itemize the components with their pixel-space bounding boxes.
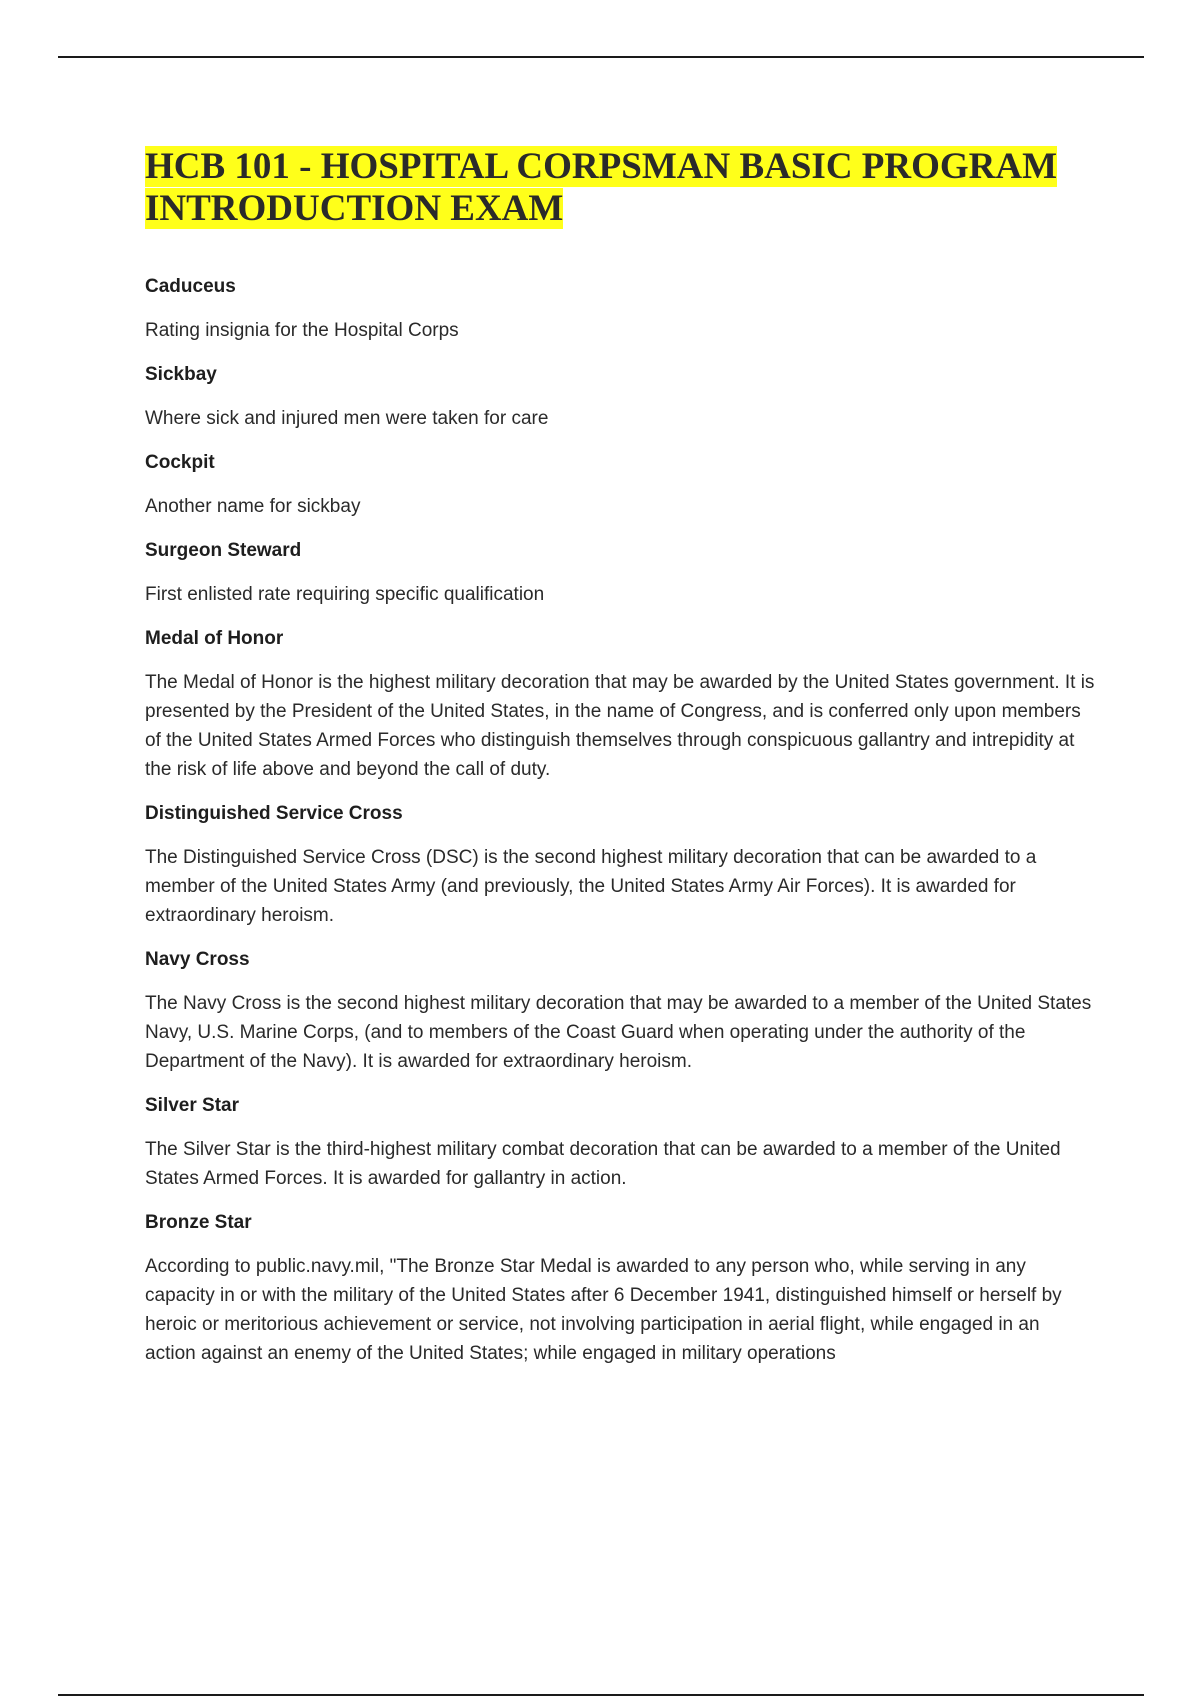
bottom-divider [58,1694,1144,1696]
entry-definition: First enlisted rate requiring specific qualification [145,584,545,605]
entry-bronze-star [145,1208,1095,1368]
entry-term: Cockpit [145,452,215,473]
entry-distinguished-service-cross [145,799,1095,930]
entry-definition: The Medal of Honor is the highest military decoration that may be awarded by the United States government. It is presented by the President of the United States, in the name of Congress, and is conferred only upon members of the United States Armed Forces who distinguish themselves through conspicuous gallantry and intrepidity at the risk of life above and beyond the call of duty. [145,672,1095,780]
entry-definition: The Distinguished Service Cross (DSC) is the second highest military decoration that can be awarded to a member of the United States Army (and previously, the United States Army Air Forces). It is awarded for extraordinary heroism. [145,847,1037,926]
entry-silver-star [145,1091,1095,1193]
entry-term: Surgeon Steward [145,540,302,561]
entry-cockpit [145,448,1095,521]
entry-medal-of-honor [145,624,1095,784]
title-line-2: INTRODUCTION EXAM [145,188,564,229]
entry-sickbay [145,360,1095,433]
entry-surgeon-steward [145,536,1095,609]
top-divider [58,56,1144,58]
entry-term: Medal of Honor [145,628,284,649]
document-title [145,146,1095,230]
entry-term: Bronze Star [145,1212,252,1233]
entry-term: Caduceus [145,276,236,297]
entry-navy-cross [145,945,1095,1076]
entry-caduceus [145,272,1095,345]
entry-definition: The Silver Star is the third-highest military combat decoration that can be awarded to a member of the United States Armed Forces. It is awarded for gallantry in action. [145,1139,1061,1189]
document-body [145,146,1095,1383]
title-line-1: HCB 101 - HOSPITAL CORPSMAN BASIC PROGRAM [145,146,1058,187]
entry-term: Distinguished Service Cross [145,803,403,824]
entry-definition: Rating insignia for the Hospital Corps [145,320,459,341]
entry-definition: According to public.navy.mil, "The Bronze Star Medal is awarded to any person who, while serving in any capacity in or with the military of the United States after 6 December 1941, distinguished himself or herself by heroic or meritorious achievement or service, not involving participation in aerial flight, while engaged in an action against an enemy of the United States; while engaged in military operations [145,1256,1062,1364]
entry-definition: The Navy Cross is the second highest military decoration that may be awarded to a member of the United States Navy, U.S. Marine Corps, (and to members of the Coast Guard when operating under the authority of the Department of the Navy). It is awarded for extraordinary heroism. [145,993,1092,1072]
entry-definition: Another name for sickbay [145,496,361,517]
entry-definition: Where sick and injured men were taken for care [145,408,549,429]
entry-term: Silver Star [145,1095,239,1116]
entry-term: Navy Cross [145,949,250,970]
entry-term: Sickbay [145,364,217,385]
